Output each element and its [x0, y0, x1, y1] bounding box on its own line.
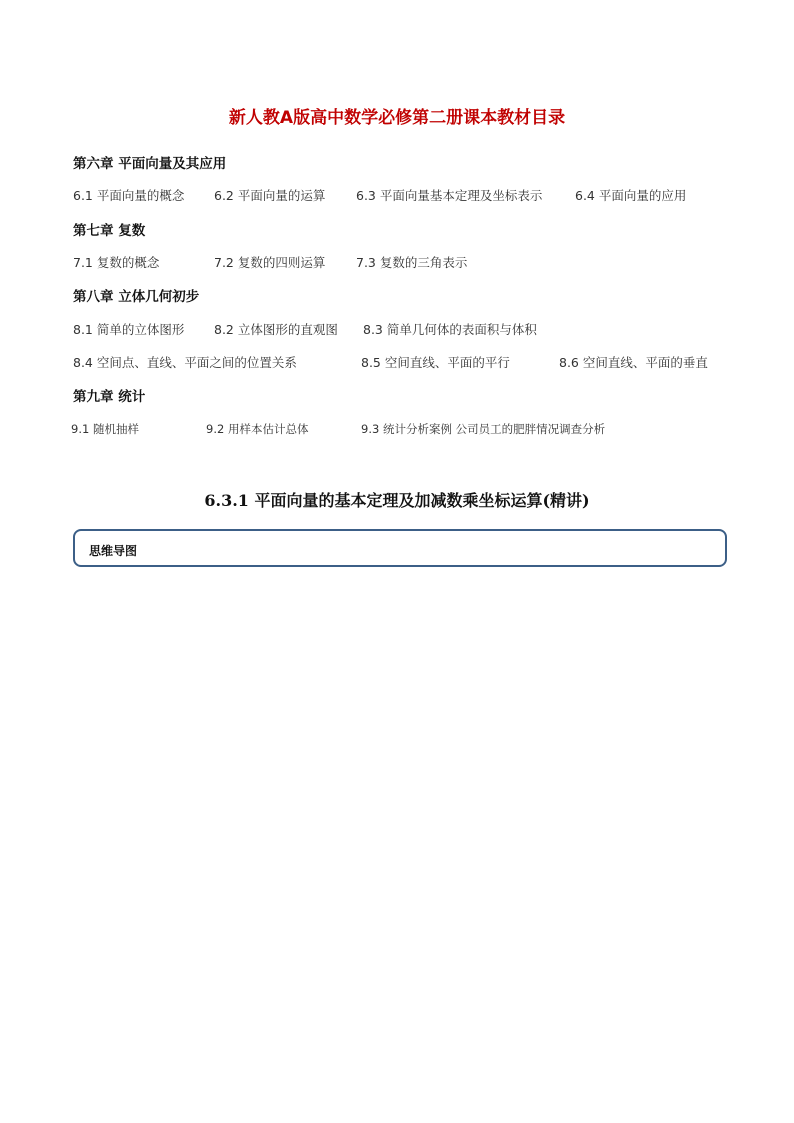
chapter-9-sections	[73, 421, 743, 439]
toc-item-6-3: 6.3 平面向量基本定理及坐标表示	[356, 188, 543, 203]
toc-item-7-1: 7.1 复数的概念	[73, 255, 160, 270]
toc-item-7-2: 7.2 复数的四则运算	[214, 255, 326, 270]
toc-item-9-1: 9.1 随机抽样	[71, 422, 139, 436]
chapter-8-sections-row-2	[73, 353, 743, 371]
toc-item-8-2: 8.2 立体图形的直观图	[214, 322, 338, 337]
toc-item-8-6: 8.6 空间直线、平面的垂直	[559, 355, 708, 370]
chapter-8-heading: 第八章 立体几何初步	[73, 289, 200, 305]
toc-item-8-3: 8.3 简单几何体的表面积与体积	[363, 322, 537, 337]
chapter-7-heading: 第七章 复数	[73, 223, 146, 239]
toc-item-7-3: 7.3 复数的三角表示	[356, 255, 468, 270]
section-title: 6.3.1 平面向量的基本定理及加减数乘坐标运算(精讲)	[204, 491, 590, 510]
mindmap-label: 思维导图	[89, 544, 138, 558]
toc-item-8-5: 8.5 空间直线、平面的平行	[361, 355, 510, 370]
toc-item-9-3: 9.3 统计分析案例 公司员工的肥胖情况调查分析	[361, 422, 606, 436]
chapter-7-sections	[73, 253, 743, 271]
chapter-8-sections-row-1	[73, 320, 743, 338]
mindmap-box	[73, 529, 727, 567]
toc-item-8-4: 8.4 空间点、直线、平面之间的位置关系	[73, 355, 297, 370]
toc-title: 新人教A版高中数学必修第二册课本教材目录	[228, 108, 566, 128]
toc-item-8-1: 8.1 简单的立体图形	[73, 322, 185, 337]
chapter-9-heading: 第九章 统计	[73, 389, 146, 405]
toc-item-6-4: 6.4 平面向量的应用	[575, 188, 687, 203]
toc-item-9-2: 9.2 用样本估计总体	[206, 422, 309, 436]
toc-item-6-1: 6.1 平面向量的概念	[73, 188, 185, 203]
chapter-6-sections	[73, 186, 743, 204]
chapter-6-heading: 第六章 平面向量及其应用	[73, 156, 227, 172]
toc-item-6-2: 6.2 平面向量的运算	[214, 188, 326, 203]
